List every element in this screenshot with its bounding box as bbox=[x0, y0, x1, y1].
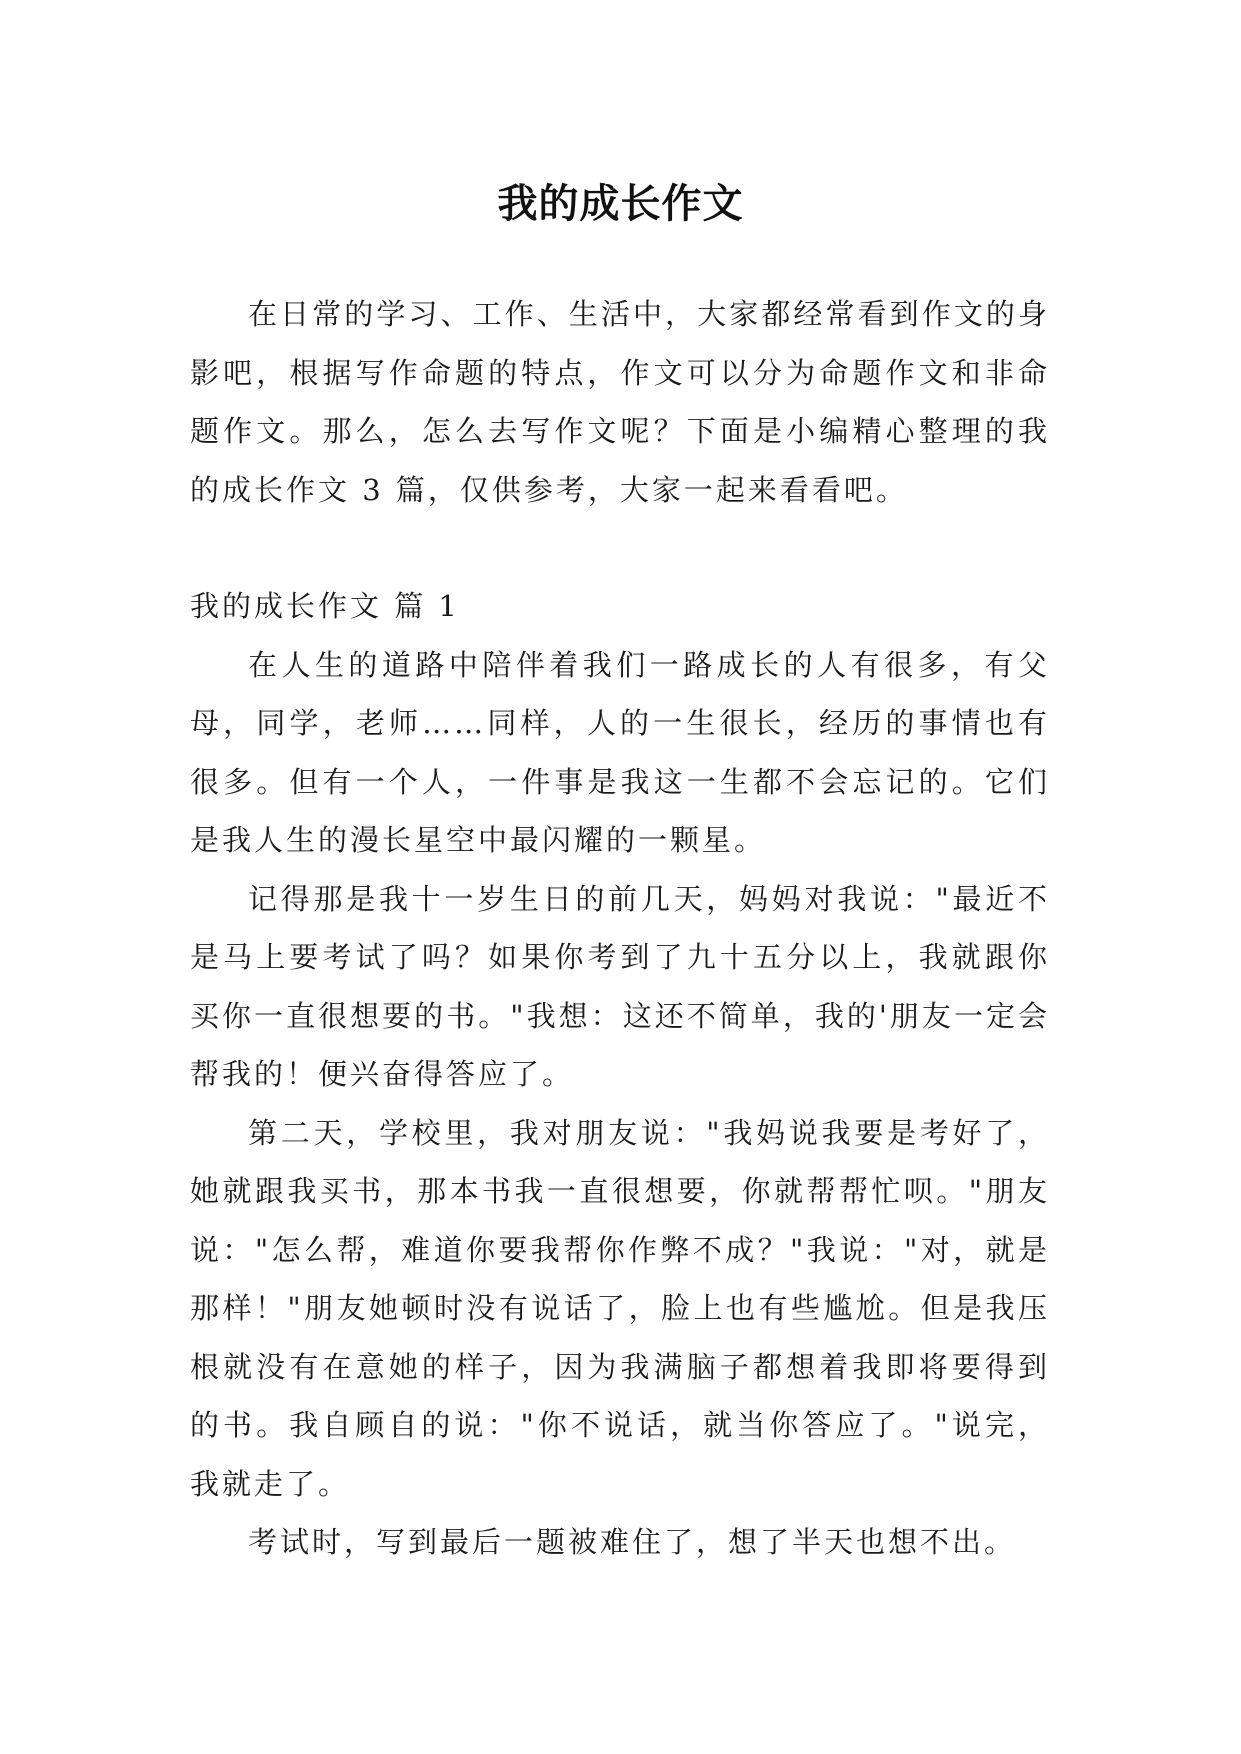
body-paragraph-2: 记得那是我十一岁生日的前几天，妈妈对我说："最近不是马上要考试了吗？如果你考到了九十五分以上，我就跟你买你一直很想要的书。"我想：这还不简单，我的'朋友一定会帮我的！便兴奋得答应了。 bbox=[190, 881, 1050, 1091]
body-paragraph-4: 考试时，写到最后一题被难住了，想了半天也想不出。 bbox=[248, 1525, 1017, 1559]
intro-paragraph: 在日常的学习、工作、生活中，大家都经常看到作文的身影吧，根据写作命题的特点，作文可以分为命题作文和非命题作文。那么，怎么去写作文呢？下面是小编精心整理的我的成长作文 3 篇，仅供参考，大家一起来看看吧。 bbox=[190, 297, 1050, 507]
document-body bbox=[190, 285, 1050, 1572]
body-paragraph-1: 在人生的道路中陪伴着我们一路成长的人有很多，有父母，同学，老师……同样，人的一生很长，经历的事情也有很多。但有一个人，一件事是我这一生都不会忘记的。它们是我人生的漫长星空中最闪耀的一颗星。 bbox=[190, 647, 1050, 857]
body-paragraph-3: 第二天，学校里，我对朋友说："我妈说我要是考好了，她就跟我买书，那本书我一直很想要，你就帮帮忙呗。"朋友说："怎么帮，难道你要我帮你作弊不成？"我说："对，就是那样！"朋友她顿时没有说话了，脸上也有些尴尬。但是我压根就没有在意她的样子，因为我满脑子都想着我即将要得到的书。我自顾自的说："你不说话，就当你答应了。"说完，我就走了。 bbox=[190, 1115, 1050, 1501]
document-title: 我的成长作文 bbox=[497, 179, 744, 227]
section-heading: 我的成长作文 篇 1 bbox=[190, 589, 460, 623]
